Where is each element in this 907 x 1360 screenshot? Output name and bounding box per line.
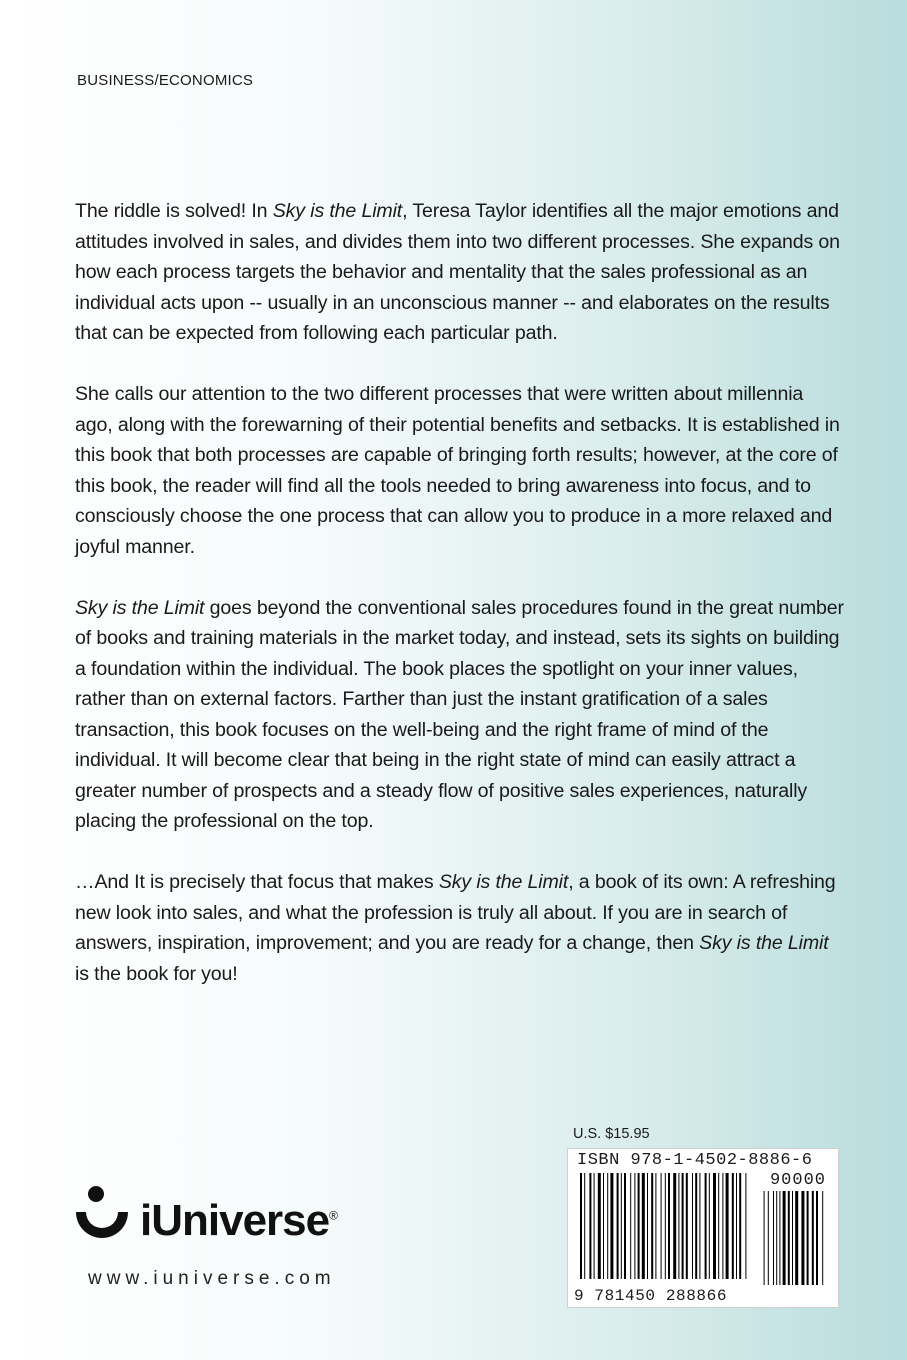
barcode-bar <box>661 1173 662 1279</box>
paragraph-3: Sky is the Limit goes beyond the conventional sales procedures found in the great number of books and training materials in the market today, and instead, sets its sights on building a foundation within the individual. The book places the spotlight on your inner values, rather than on external factors. Farther than just the instant gratification of a sales transaction, this book focuses on the well-being and the right frame of mind of the individual. It will become clear that being in the right state of mind can easily attract a greater number of prospects and a steady flow of positive sales experiences, naturally placing the professional on the top. <box>75 596 844 832</box>
barcode-bar <box>736 1173 737 1279</box>
barcode-bars <box>580 1173 826 1285</box>
barcode-bar <box>607 1173 608 1279</box>
barcode-addon-bar <box>768 1191 769 1285</box>
barcode-bar <box>603 1173 604 1279</box>
barcode-addon-bar <box>792 1191 793 1285</box>
barcode-bar <box>638 1173 640 1279</box>
barcode-bar <box>695 1173 697 1279</box>
barcode-addon-bar <box>764 1191 765 1285</box>
barcode-addon-bar <box>816 1191 818 1285</box>
book-title: Sky is the Limit <box>272 200 403 222</box>
barcode-bar <box>678 1173 679 1279</box>
barcode-bar <box>682 1173 684 1279</box>
book-title: Sky is the Limit <box>699 932 829 954</box>
barcode-bar <box>598 1173 601 1279</box>
barcode-bar <box>718 1173 719 1279</box>
price-label: U.S. $15.95 <box>573 1126 650 1142</box>
barcode-addon-bar <box>783 1191 786 1285</box>
barcode-bar <box>732 1173 734 1279</box>
barcode-bar <box>624 1173 626 1279</box>
barcode-bar <box>617 1173 619 1279</box>
barcode-bar <box>739 1173 741 1279</box>
barcode-addon-bar <box>776 1191 777 1285</box>
barcode-bar <box>665 1173 666 1279</box>
publisher-website: www.iuniverse.com <box>88 1268 336 1289</box>
back-cover-blurb <box>75 196 845 1020</box>
barcode-digits: 9 781450 288866 <box>574 1287 728 1305</box>
barcode-addon-bar <box>788 1191 790 1285</box>
category-label: BUSINESS/ECONOMICS <box>77 72 254 89</box>
paragraph-1: The riddle is solved! In Sky is the Limit, Teresa Taylor identifies all the major emotions and attitudes involved in sales, and divides them into two different processes. She expands on how each process targets the behavior and mentality that the sales professional as an individual acts upon -- usually in an unconscious manner -- and elaborates on the results that can be expected from following each particular path. <box>75 200 840 344</box>
barcode-bar <box>673 1173 676 1279</box>
barcode-bar <box>745 1173 746 1279</box>
barcode-bar <box>668 1173 670 1279</box>
book-title: Sky is the Limit <box>438 871 569 893</box>
barcode-bar <box>610 1173 613 1279</box>
barcode-bar <box>722 1173 723 1279</box>
barcode-addon-bar <box>779 1191 780 1285</box>
publisher-name: iUniverse® <box>140 1196 337 1245</box>
barcode-bar <box>726 1173 729 1279</box>
barcode-bar <box>713 1173 716 1279</box>
isbn-label: ISBN 978-1-4502-8886-6 <box>577 1151 813 1170</box>
isbn-barcode <box>567 1148 839 1308</box>
barcode-addon-bar <box>795 1191 798 1285</box>
barcode-bar <box>642 1173 645 1279</box>
barcode-addon-bar <box>773 1191 774 1285</box>
paragraph-2: She calls our attention to the two different processes that were written about millennia ago, along with the forewarning of their potential benefits and setbacks. It is established in this book that both processes are capable of bringing forth results; however, at the core of this book, the reader will find all the tools needed to bring awareness into focus, and to consciously choose the one process that can allow you to produce in a more relaxed and joyful manner. <box>75 383 840 558</box>
barcode-bar <box>705 1173 707 1279</box>
barcode-bar <box>634 1173 635 1279</box>
iuniverse-logo-icon <box>70 1186 134 1256</box>
barcode-bar <box>686 1173 688 1279</box>
barcode-bar <box>655 1173 656 1279</box>
book-title: Sky is the Limit <box>75 596 205 619</box>
barcode-addon-bar <box>822 1191 823 1285</box>
barcode-bar <box>580 1173 582 1279</box>
barcode-addon: 90000 <box>769 1171 826 1190</box>
barcode-bar <box>647 1173 648 1279</box>
barcode-bar <box>692 1173 693 1279</box>
publisher-logo <box>70 1186 337 1256</box>
barcode-bar <box>630 1173 631 1279</box>
barcode-bar <box>594 1173 595 1279</box>
barcode-bar <box>699 1173 700 1279</box>
barcode-addon-bar <box>801 1191 804 1285</box>
barcode-addon-bar <box>807 1191 809 1285</box>
paragraph-4: …And It is precisely that focus that makes Sky is the Limit, a book of its own: A refreshing new look into sales, and what the profession is truly all about. If you are in search of answers, inspiration, improvement; and you are ready for a change, then Sky is the Limit is the book for you! <box>75 871 836 985</box>
barcode-bar <box>709 1173 710 1279</box>
barcode-bar <box>651 1173 653 1279</box>
barcode-bar <box>584 1173 585 1279</box>
barcode-addon-bar <box>812 1191 814 1285</box>
barcode-bar <box>621 1173 622 1279</box>
barcode-bar <box>589 1173 591 1279</box>
